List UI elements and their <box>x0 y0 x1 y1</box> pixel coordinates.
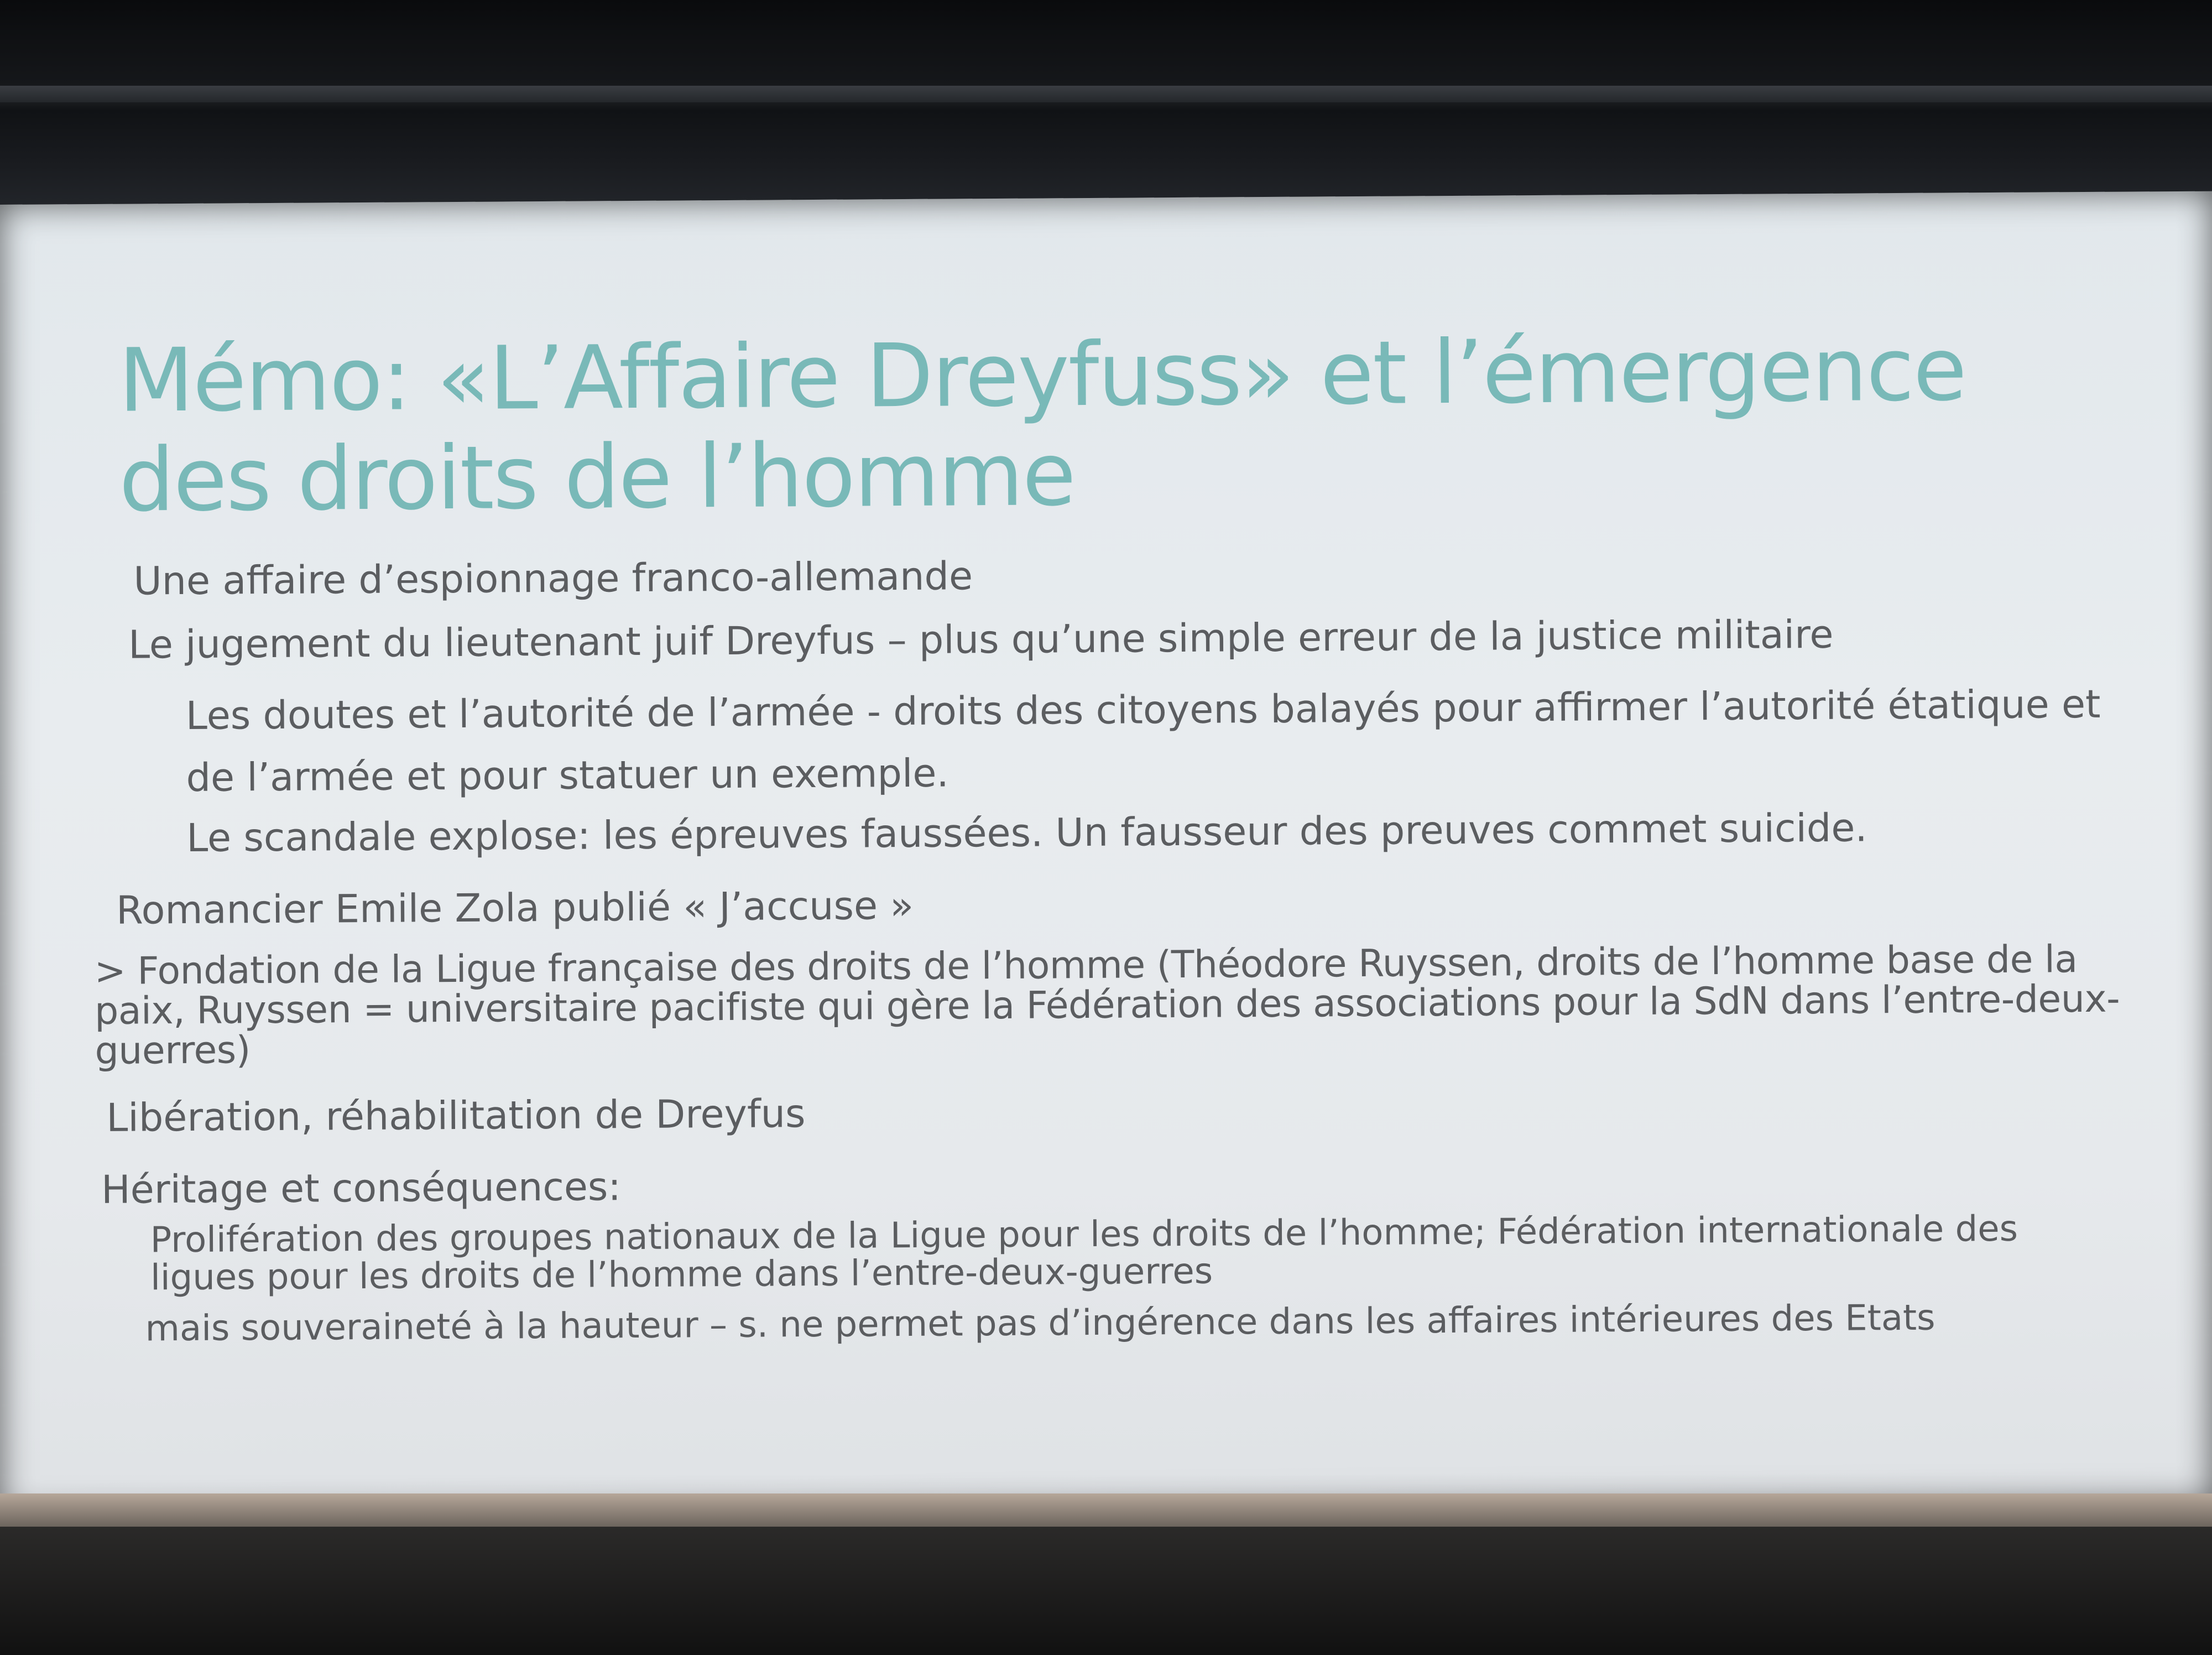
bullet-jugement: Le jugement du lieutenant juif Dreyfus – plus qu’une simple erreur de la justice militaire <box>128 611 1834 668</box>
bullet-espionnage: Une affaire d’espionnage franco-allemande <box>133 553 973 604</box>
bullet-liberation: Libération, réhabilitation de Dreyfus <box>106 1091 806 1141</box>
bullet-heritage: Héritage et conséquences: <box>101 1164 622 1212</box>
bullet-fondation-ligue: > Fondation de la Ligue française des droits de l’homme (Théodore Ruyssen, droits de l’homme base de la paix, Ruyssen = universitaire pacifiste qui gère la Fédération des associations pour la SdN dans l’entre-deux- guerres) <box>94 938 2120 1073</box>
slide-title: Mémo: «L’Affaire Dreyfuss» et l’émergence des droits de l’homme <box>118 319 1966 532</box>
sub-bullet-proliferation: Prolifération des groupes nationaux de la Ligue pour les droits de l’homme; Fédération internationale des ligues pour les droits de l’homme dans l’entre-deux-guerres <box>150 1208 2018 1299</box>
sub-bullet-souverainete: mais souveraineté à la hauteur – s. ne permet pas d’ingérence dans les affaires intérieures des Etats <box>145 1297 1936 1350</box>
sub-bullet-doutes: Les doutes et l’autorité de l’armée - droits des citoyens balayés pour affirmer l’autorité étatique et de l’armée et pour statuer un exemple. <box>185 681 2101 800</box>
sub-bullet-scandale: Le scandale explose: les épreuves faussées. Un fausseur des preuves commet suicide. <box>186 805 1867 861</box>
bullet-zola: Romancier Emile Zola publié « J’accuse » <box>116 882 914 933</box>
